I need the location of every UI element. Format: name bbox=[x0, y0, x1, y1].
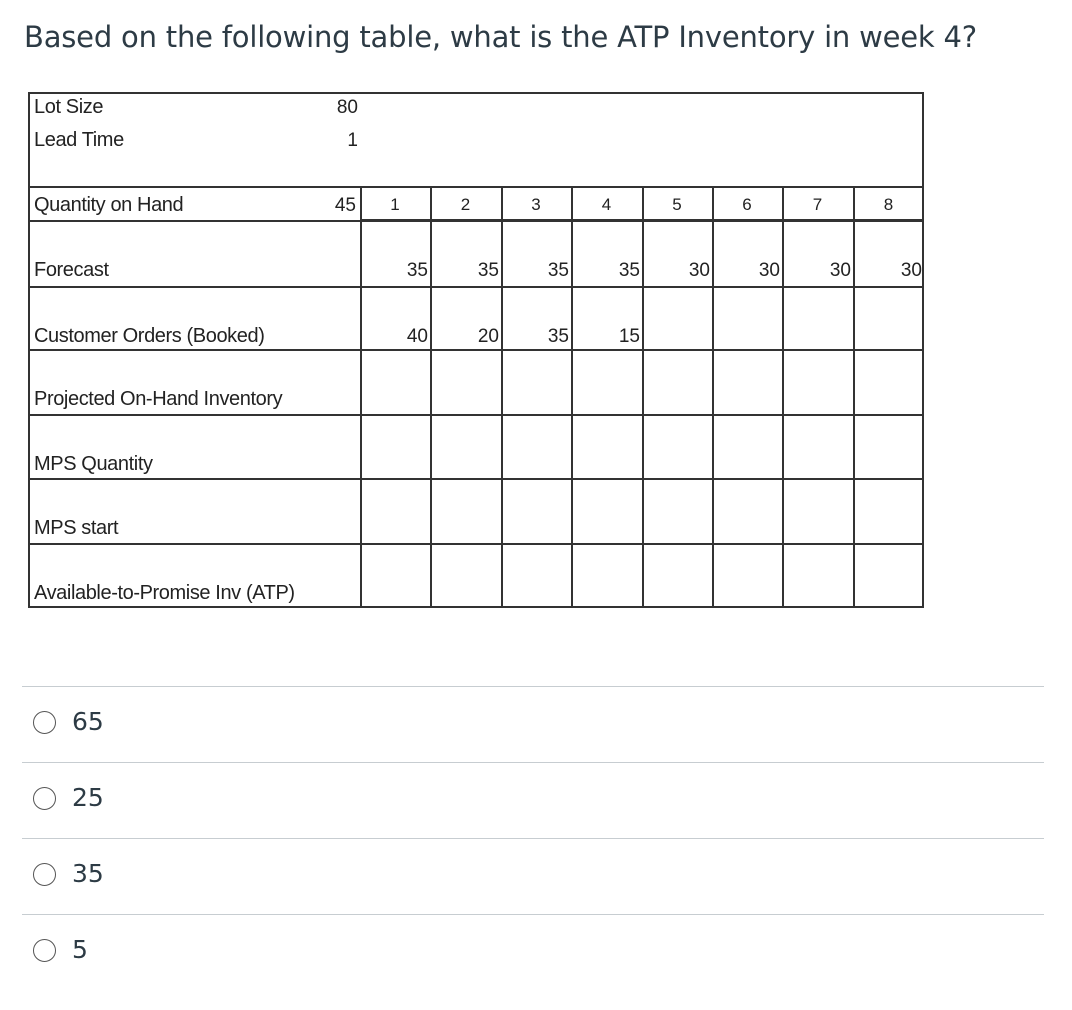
week-header: 4 bbox=[601, 195, 612, 214]
col-line bbox=[853, 186, 855, 608]
radio-button-icon[interactable] bbox=[33, 939, 56, 962]
radio-button-icon[interactable] bbox=[33, 863, 56, 886]
option-label: 65 bbox=[72, 707, 104, 736]
lead-time-value: 1 bbox=[347, 130, 358, 151]
col-line bbox=[782, 186, 784, 608]
table-cell: 30 bbox=[688, 260, 710, 281]
row-line bbox=[28, 414, 924, 416]
row-label: Customer Orders (Booked) bbox=[34, 325, 265, 347]
week-header: 3 bbox=[531, 195, 541, 214]
radio-button-icon[interactable] bbox=[33, 787, 56, 810]
table-cell: 35 bbox=[477, 260, 499, 281]
row-line bbox=[28, 349, 924, 351]
option-25[interactable] bbox=[22, 763, 1044, 838]
table-cell: 30 bbox=[829, 260, 851, 281]
week-header: 6 bbox=[742, 195, 752, 214]
option-label: 5 bbox=[72, 935, 88, 964]
radio-button-icon[interactable] bbox=[33, 711, 56, 734]
row-line-qoh-top bbox=[28, 186, 924, 188]
col-line bbox=[642, 186, 644, 608]
col-line bbox=[501, 186, 503, 608]
week-header: 8 bbox=[883, 195, 894, 214]
mps-table-image bbox=[28, 92, 924, 608]
table-cell: 35 bbox=[406, 260, 428, 281]
col-line bbox=[360, 186, 362, 608]
question-text: Based on the following table, what is the ATP Inventory in week 4? bbox=[24, 20, 977, 54]
week-header: 1 bbox=[390, 195, 400, 214]
week-header: 7 bbox=[812, 195, 823, 214]
row-line bbox=[28, 286, 924, 288]
week-header: 5 bbox=[672, 195, 682, 214]
answer-options bbox=[22, 686, 1044, 990]
option-5[interactable] bbox=[22, 915, 1044, 990]
lead-time-label: Lead Time bbox=[34, 129, 124, 151]
lot-size-value: 80 bbox=[336, 97, 358, 118]
table-cell: 40 bbox=[406, 326, 428, 347]
row-line bbox=[28, 478, 924, 480]
col-line bbox=[430, 186, 432, 608]
option-65[interactable] bbox=[22, 687, 1044, 762]
qoh-value: 45 bbox=[334, 195, 356, 216]
row-label: MPS Quantity bbox=[34, 453, 153, 475]
table-cell: 30 bbox=[900, 260, 922, 281]
table-cell: 35 bbox=[547, 326, 569, 347]
option-35[interactable] bbox=[22, 839, 1044, 914]
row-line bbox=[28, 543, 924, 545]
option-label: 25 bbox=[72, 783, 104, 812]
row-label: Available-to-Promise Inv (ATP) bbox=[34, 582, 295, 604]
col-line bbox=[712, 186, 714, 608]
option-label: 35 bbox=[72, 859, 104, 888]
qoh-label: Quantity on Hand bbox=[34, 194, 184, 216]
row-label: Projected On-Hand Inventory bbox=[34, 388, 283, 410]
table-cell: 20 bbox=[477, 326, 499, 347]
table-cell: 30 bbox=[758, 260, 780, 281]
row-line bbox=[28, 220, 924, 222]
table-cell: 35 bbox=[618, 260, 640, 281]
row-label: MPS start bbox=[34, 517, 119, 539]
col-line bbox=[571, 186, 573, 608]
table-cell: 15 bbox=[618, 326, 640, 347]
row-label: Forecast bbox=[34, 259, 109, 281]
week-header: 2 bbox=[460, 195, 471, 214]
table-cell: 35 bbox=[547, 260, 569, 281]
lot-size-label: Lot Size bbox=[34, 96, 104, 118]
